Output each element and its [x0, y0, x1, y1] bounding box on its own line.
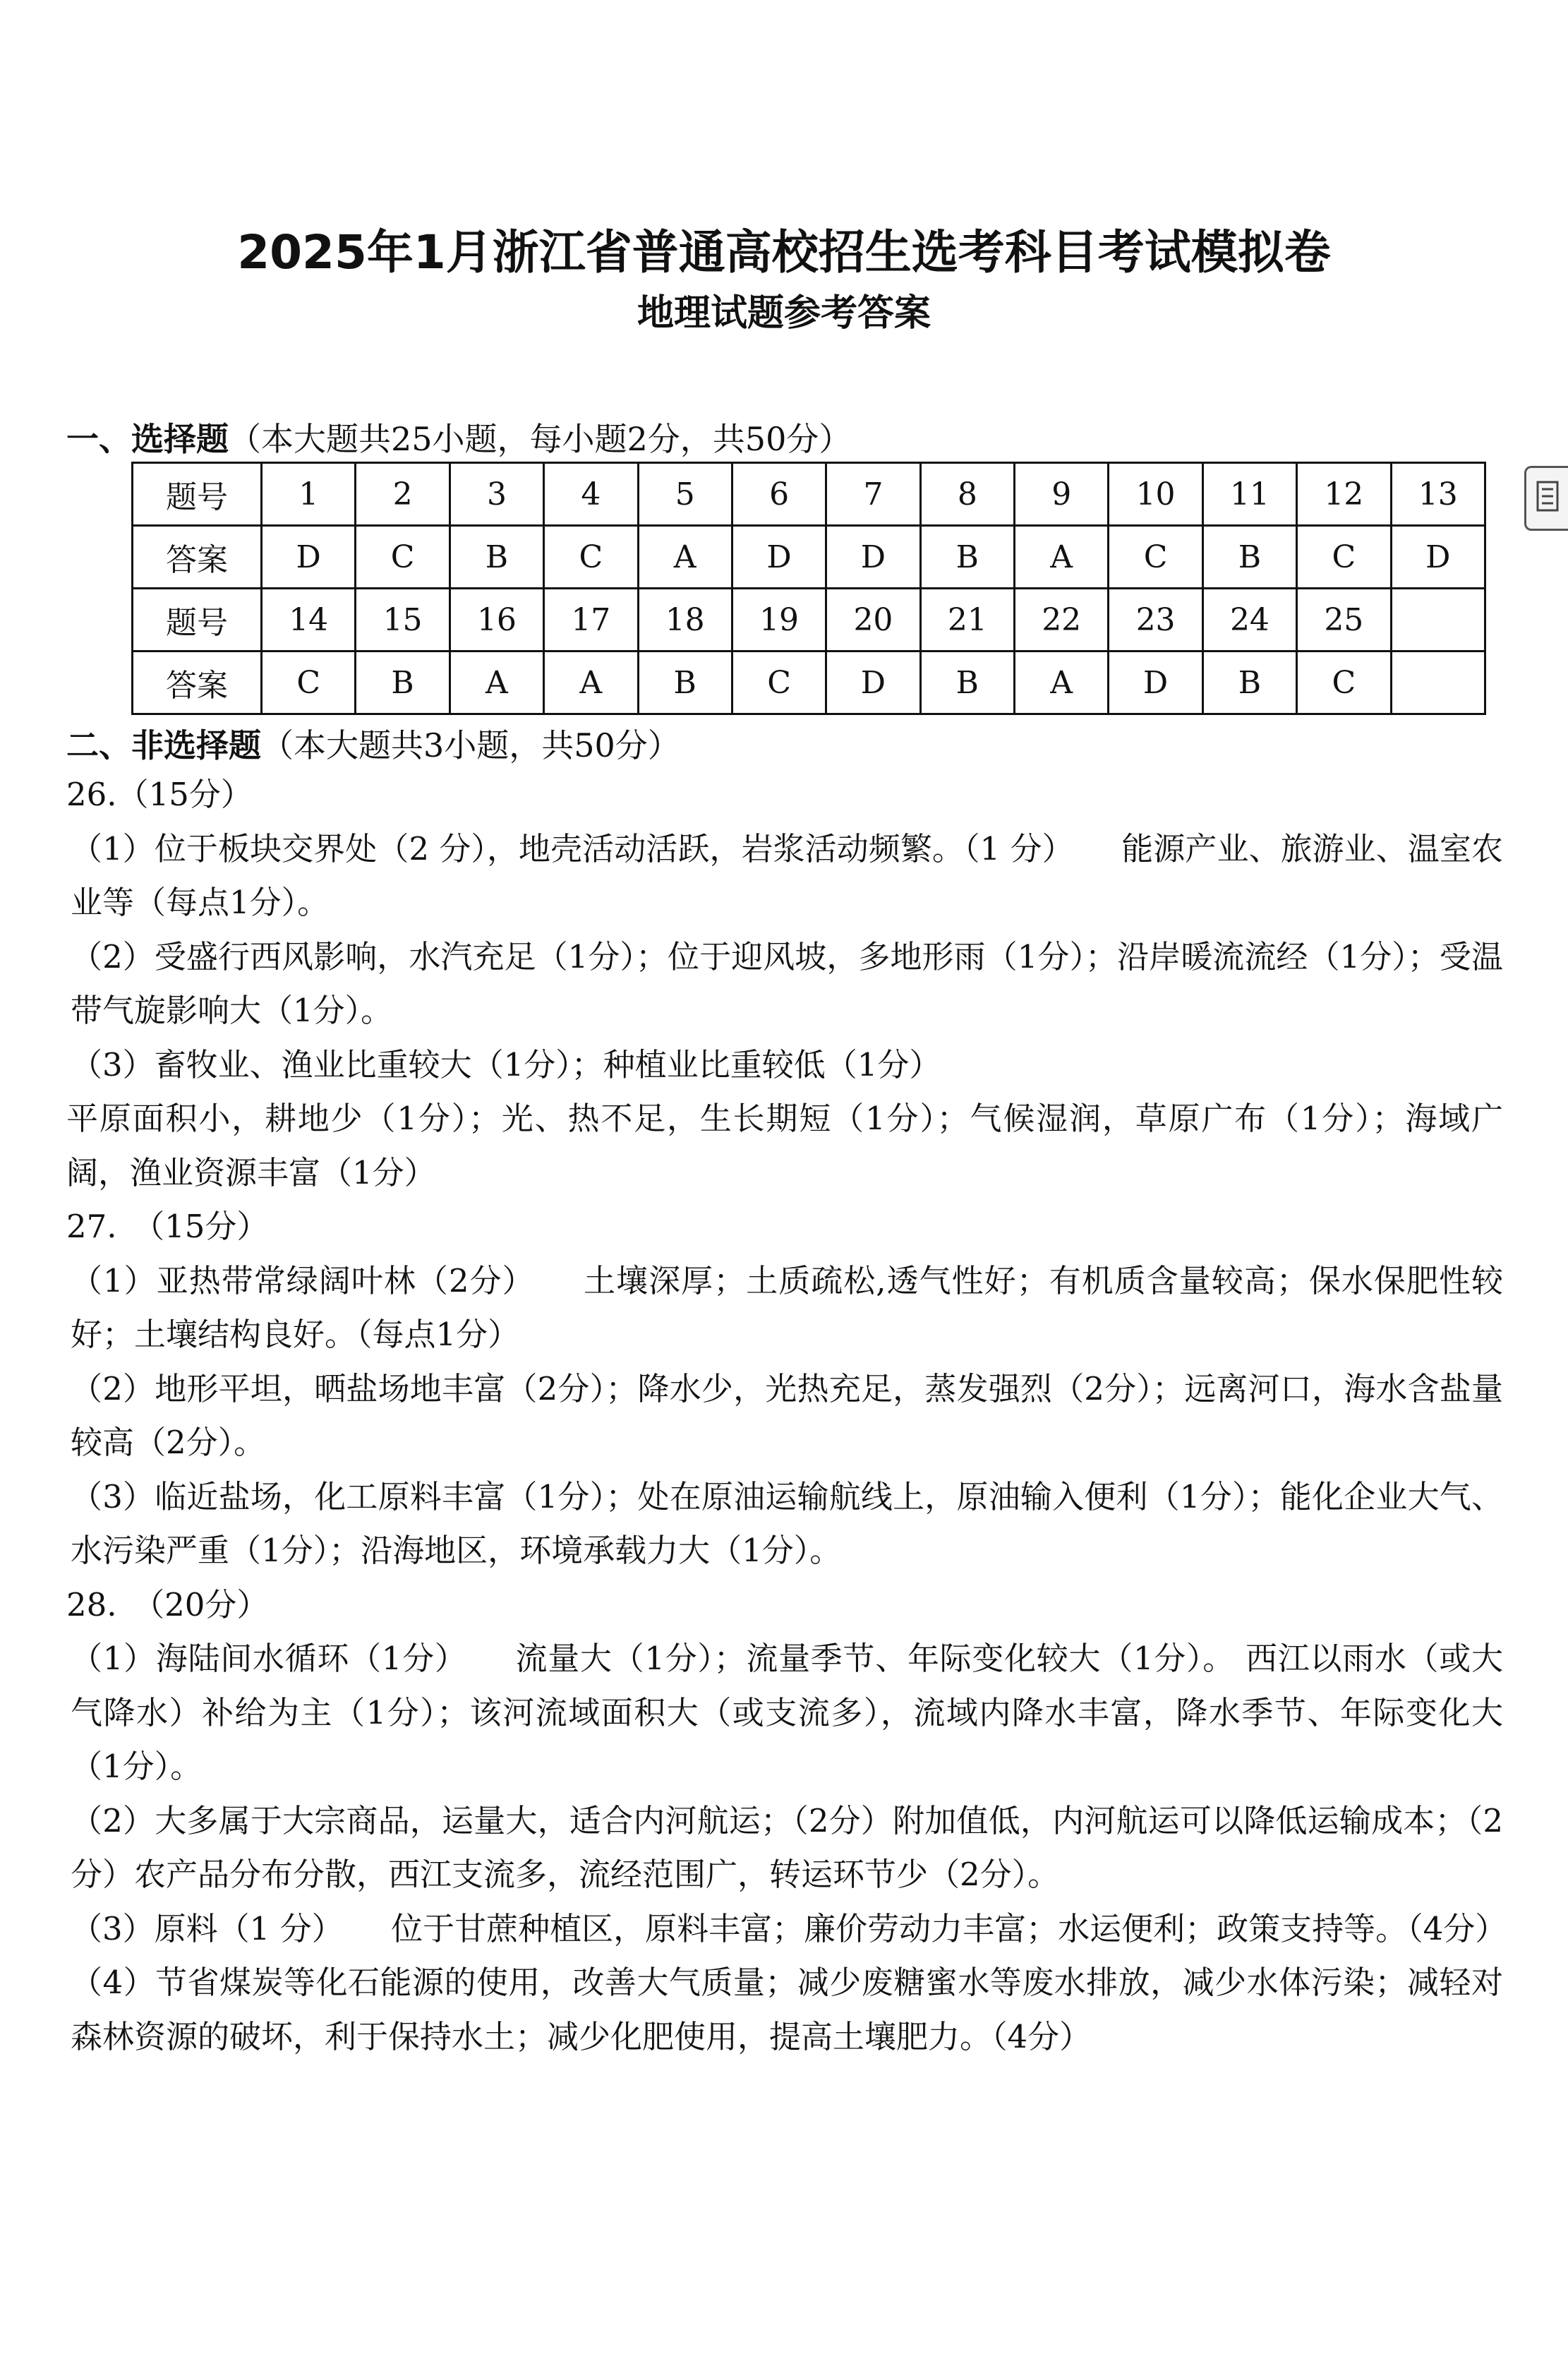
- answer-table: [131, 462, 1486, 715]
- side-tab[interactable]: [1524, 466, 1568, 531]
- answer-table-cell: B: [1202, 651, 1296, 714]
- answer-table-cell: [1391, 589, 1485, 651]
- answer-table-cell: 18: [638, 589, 732, 651]
- answer-table-cell: B: [450, 526, 543, 589]
- answer-table-cell: 1: [262, 463, 356, 526]
- answer-table-cell: 13: [1391, 463, 1485, 526]
- answer-table-cell: C: [262, 651, 356, 714]
- answer-table-row: [133, 589, 1485, 651]
- answer-table-cell: D: [1391, 526, 1485, 589]
- q28-part-1: （1）海陆间水循环（1分） 流量大（1分）；流量季节、年际变化较大（1分）。 西江以雨水（或大气降水）补给为主（1分）；该河流域面积大（或支流多），流域内降水丰富，降水季节、年际变化大（1分）。: [71, 1640, 1503, 1785]
- answer-table-cell: A: [544, 651, 638, 714]
- answer-table-cell: D: [262, 526, 356, 589]
- answer-table-cell: 4: [544, 463, 638, 526]
- q27-part-3: （3）临近盐场，化工原料丰富（1分）；处在原油运输航线上，原油输入便利（1分）；能化企业大气、水污染严重（1分）；沿海地区，环境承载力大（1分）。: [71, 1477, 1503, 1569]
- answer-table-cell: 17: [544, 589, 638, 651]
- answer-table-cell: 7: [826, 463, 920, 526]
- answer-table-row: [133, 526, 1485, 589]
- section-2-note: （本大题共3小题，共50分）: [261, 726, 680, 764]
- answer-table-cell: A: [450, 651, 543, 714]
- answer-table-cell: 3: [450, 463, 543, 526]
- answer-table-cell: C: [544, 526, 638, 589]
- answer-table-row-header: 题号: [133, 589, 262, 651]
- q26-part-1: （1）位于板块交界处（2 分），地壳活动活跃，岩浆活动频繁。（1 分） 能源产业、旅游业、温室农业等（每点1分）。: [71, 829, 1503, 921]
- section-1-note: （本大题共25小题，每小题2分，共50分）: [229, 420, 852, 458]
- answer-table-row-header: 答案: [133, 526, 262, 589]
- page-subtitle: 地理试题参考答案: [637, 292, 931, 335]
- q27-part-2: （2）地形平坦，晒盐场地丰富（2分）；降水少，光热充足，蒸发强烈（2分）；远离河口，海水含盐量较高（2分）。: [71, 1369, 1503, 1461]
- answer-table-row-header: 题号: [133, 463, 262, 526]
- page-title: 2025年1月浙江省普通高校招生选考科目考试模拟卷: [237, 225, 1331, 280]
- q28-heading: 28. （20分）: [66, 1585, 269, 1623]
- answer-table-cell: 22: [1015, 589, 1109, 651]
- answer-table-cell: 15: [356, 589, 450, 651]
- section-2-label: 二、非选择题: [66, 726, 261, 764]
- answer-table-cell: 12: [1297, 463, 1391, 526]
- answer-table-cell: 6: [732, 463, 826, 526]
- answer-table-cell: 14: [262, 589, 356, 651]
- answer-table-cell: [1391, 651, 1485, 714]
- answer-table-cell: C: [1109, 526, 1202, 589]
- answer-table-cell: D: [826, 526, 920, 589]
- answer-table-cell: B: [356, 651, 450, 714]
- answer-table-cell: 20: [826, 589, 920, 651]
- answer-table-cell: D: [1109, 651, 1202, 714]
- answer-table-cell: 16: [450, 589, 543, 651]
- answer-table-row: [133, 651, 1485, 714]
- answer-table-cell: C: [1297, 651, 1391, 714]
- answer-table-cell: 11: [1202, 463, 1296, 526]
- answer-body: [66, 768, 1507, 2064]
- answer-table-cell: C: [356, 526, 450, 589]
- q26-part-2: （2）受盛行西风影响，水汽充足（1分）；位于迎风坡，多地形雨（1分）；沿岸暖流流经（1分）；受温带气旋影响大（1分）。: [71, 937, 1503, 1029]
- answer-table-cell: B: [920, 526, 1014, 589]
- q27-heading: 27. （15分）: [66, 1208, 269, 1245]
- q26-part-3: （3）畜牧业、渔业比重较大（1分）；种植业比重较低（1分）: [71, 1045, 941, 1083]
- answer-table-cell: C: [732, 651, 826, 714]
- answer-table-row-header: 答案: [133, 651, 262, 714]
- q26-part-3-reason: 平原面积小，耕地少（1分）；光、热不足，生长期短（1分）；气候湿润，草原广布（1分）；海域广阔，渔业资源丰富（1分）: [66, 1100, 1503, 1191]
- answer-table-cell: 21: [920, 589, 1014, 651]
- answer-table-cell: 8: [920, 463, 1014, 526]
- q28-part-4: （4）节省煤炭等化石能源的使用，改善大气质量；减少废糖蜜水等废水排放，减少水体污染；减轻对森林资源的破坏，利于保持水土；减少化肥使用，提高土壤肥力。（4分）: [71, 1964, 1503, 2055]
- answer-table-cell: B: [920, 651, 1014, 714]
- answer-table-cell: 2: [356, 463, 450, 526]
- answer-table-cell: 24: [1202, 589, 1296, 651]
- answer-table-cell: D: [732, 526, 826, 589]
- section-2-heading: [66, 724, 680, 767]
- answer-table-cell: A: [1015, 651, 1109, 714]
- answer-table-cell: 23: [1109, 589, 1202, 651]
- section-1-label: 一、选择题: [66, 420, 229, 458]
- section-1-heading: [66, 418, 851, 460]
- answer-table-cell: B: [638, 651, 732, 714]
- document-icon: [1533, 479, 1562, 513]
- q28-part-3: （3）原料（1 分） 位于甘蔗种植区，原料丰富；廉价劳动力丰富；水运便利；政策支持等。（4分）: [71, 1909, 1507, 1947]
- q28-part-2: （2）大多属于大宗商品，运量大，适合内河航运；（2分）附加值低，内河航运可以降低运输成本；（2分）农产品分布分散，西江支流多，流经范围广，转运环节少（2分）。: [71, 1801, 1503, 1893]
- answer-table-cell: 5: [638, 463, 732, 526]
- answer-table-cell: 19: [732, 589, 826, 651]
- q27-part-1: （1）亚热带常绿阔叶林（2分） 土壤深厚；土质疏松,透气性好；有机质含量较高；保水保肥性较好；土壤结构良好。（每点1分）: [71, 1261, 1503, 1353]
- answer-table-cell: B: [1202, 526, 1296, 589]
- answer-table-cell: A: [638, 526, 732, 589]
- answer-table-cell: 9: [1015, 463, 1109, 526]
- q26-heading: 26.（15分）: [66, 776, 253, 813]
- answer-table-cell: D: [826, 651, 920, 714]
- answer-table-cell: A: [1015, 526, 1109, 589]
- answer-table-cell: 25: [1297, 589, 1391, 651]
- answer-table-cell: C: [1297, 526, 1391, 589]
- answer-table-row: [133, 463, 1485, 526]
- answer-table-cell: 10: [1109, 463, 1202, 526]
